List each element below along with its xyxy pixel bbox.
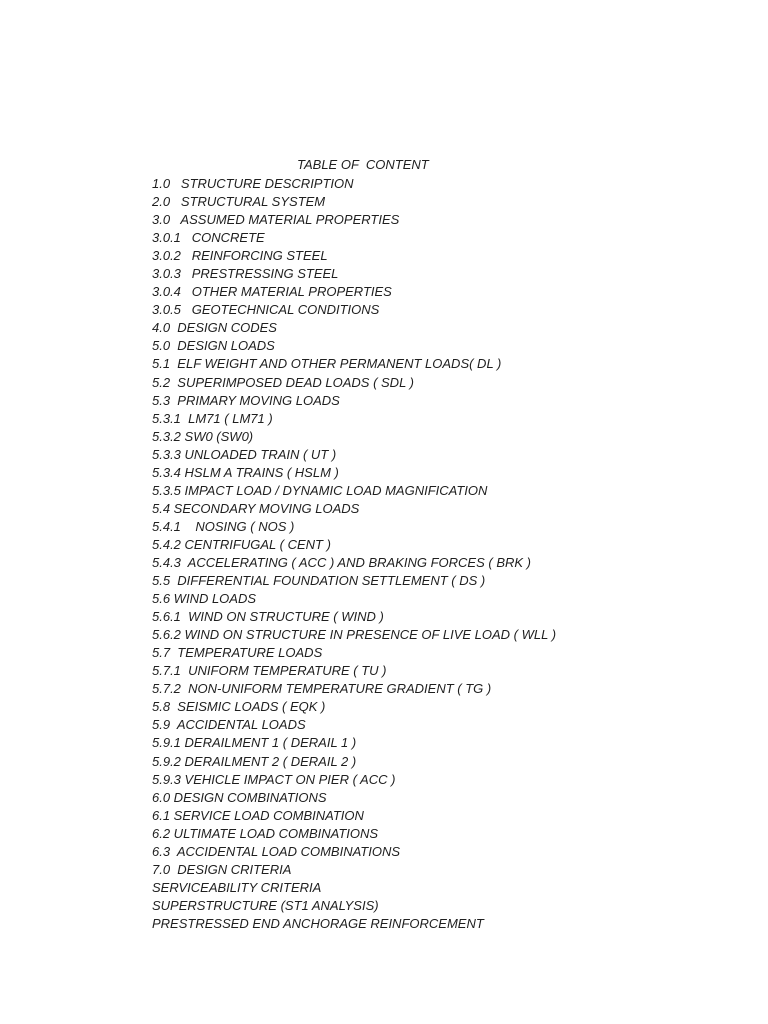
toc-entry: SUPERSTRUCTURE (ST1 ANALYSIS) xyxy=(152,897,379,913)
toc-entry: 5.8 SEISMIC LOADS ( EQK ) xyxy=(152,699,326,715)
toc-entry: 5.9.3 VEHICLE IMPACT ON PIER ( ACC ) xyxy=(152,771,396,787)
toc-entry: 5.4 SECONDARY MOVING LOADS xyxy=(152,500,360,516)
toc-list xyxy=(152,175,556,933)
toc-entry: 5.5 DIFFERENTIAL FOUNDATION SETTLEMENT ( DS ) xyxy=(152,573,486,589)
toc-title: TABLE OF CONTENT xyxy=(297,157,429,172)
toc-entry: 5.3.3 UNLOADED TRAIN ( UT ) xyxy=(152,446,337,462)
toc-entry: 5.4.1 NOSING ( NOS ) xyxy=(152,518,295,534)
toc-entry: 5.3.1 LM71 ( LM71 ) xyxy=(152,410,273,426)
toc-entry: 5.9 ACCIDENTAL LOADS xyxy=(152,717,306,733)
toc-entry: 5.0 DESIGN LOADS xyxy=(152,338,275,354)
toc-entry: 5.2 SUPERIMPOSED DEAD LOADS ( SDL ) xyxy=(152,374,414,390)
toc-entry: 5.6 WIND LOADS xyxy=(152,591,257,607)
toc-entry: 5.7.1 UNIFORM TEMPERATURE ( TU ) xyxy=(152,663,387,679)
toc-entry: 3.0.1 CONCRETE xyxy=(152,230,265,246)
toc-entry: 5.7 TEMPERATURE LOADS xyxy=(152,645,323,661)
toc-entry: 5.3.5 IMPACT LOAD / DYNAMIC LOAD MAGNIFICATION xyxy=(152,482,488,498)
toc-entry: 5.3.4 HSLM A TRAINS ( HSLM ) xyxy=(152,464,339,480)
toc-entry: 5.6.1 WIND ON STRUCTURE ( WIND ) xyxy=(152,609,384,625)
toc-entry: 1.0 STRUCTURE DESCRIPTION xyxy=(152,176,354,191)
toc-entry: PRESTRESSED END ANCHORAGE REINFORCEMENT xyxy=(152,915,484,931)
toc-entry: 5.1 ELF WEIGHT AND OTHER PERMANENT LOADS( DL ) xyxy=(152,356,502,372)
toc-entry: SERVICEABILITY CRITERIA xyxy=(152,879,322,895)
toc-entry: 3.0.2 REINFORCING STEEL xyxy=(152,248,328,264)
toc-entry: 5.4.2 CENTRIFUGAL ( CENT ) xyxy=(152,536,331,552)
toc-entry: 6.3 ACCIDENTAL LOAD COMBINATIONS xyxy=(152,843,401,859)
toc-entry: 7.0 DESIGN CRITERIA xyxy=(152,861,292,877)
toc-entry: 3.0.3 PRESTRESSING STEEL xyxy=(152,266,339,282)
toc-entry: 3.0 ASSUMED MATERIAL PROPERTIES xyxy=(152,212,400,228)
toc-entry: 6.1 SERVICE LOAD COMBINATION xyxy=(152,807,364,823)
toc-entry: 6.0 DESIGN COMBINATIONS xyxy=(152,789,327,805)
toc-entry: 3.0.5 GEOTECHNICAL CONDITIONS xyxy=(152,302,380,318)
toc-entry: 5.9.1 DERAILMENT 1 ( DERAIL 1 ) xyxy=(152,735,357,751)
toc-entry: 3.0.4 OTHER MATERIAL PROPERTIES xyxy=(152,284,392,300)
toc-entry: 5.3 PRIMARY MOVING LOADS xyxy=(152,392,340,408)
toc-entry: 5.6.2 WIND ON STRUCTURE IN PRESENCE OF LIVE LOAD ( WLL ) xyxy=(152,627,557,643)
toc-entry: 4.0 DESIGN CODES xyxy=(152,320,277,336)
toc-entry: 5.7.2 NON-UNIFORM TEMPERATURE GRADIENT ( TG ) xyxy=(152,681,492,697)
toc-entry: 2.0 STRUCTURAL SYSTEM xyxy=(152,194,326,210)
toc-entry: 5.4.3 ACCELERATING ( ACC ) AND BRAKING FORCES ( BRK ) xyxy=(152,554,531,570)
toc-entry: 5.9.2 DERAILMENT 2 ( DERAIL 2 ) xyxy=(152,753,357,769)
toc-entry: 6.2 ULTIMATE LOAD COMBINATIONS xyxy=(152,825,379,841)
toc-entry: 5.3.2 SW0 (SW0) xyxy=(152,428,254,444)
